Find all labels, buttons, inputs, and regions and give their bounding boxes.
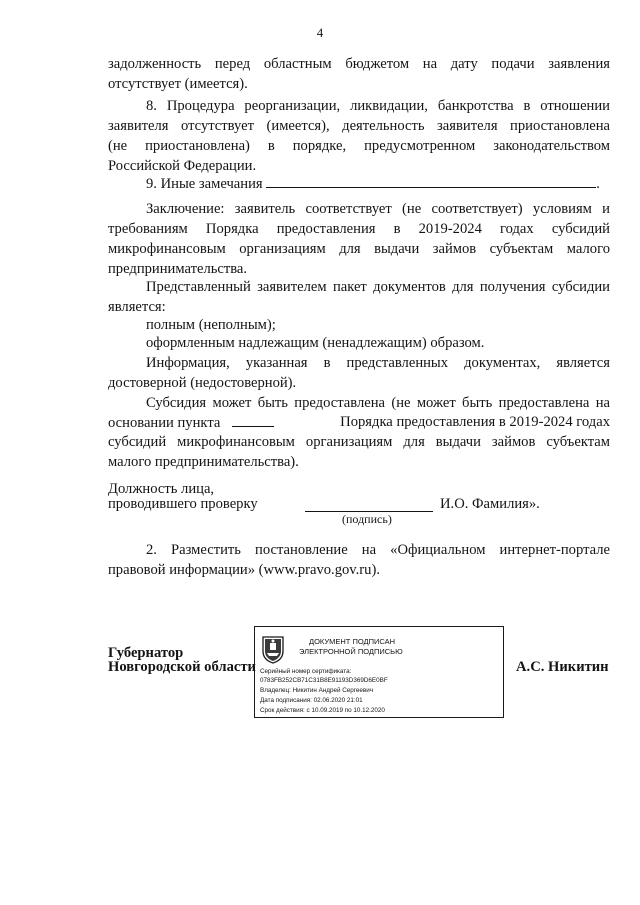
- stamp-owner: Владелец: Никитин Андрей Сергеевич: [260, 687, 374, 694]
- signature-caption: (подпись): [342, 512, 392, 526]
- stamp-title: ДОКУМЕНТ ПОДПИСАН: [309, 637, 396, 646]
- stamp-validity: Срок действия: с 10.09.2019 по 10.12.2020: [260, 707, 385, 714]
- stamp-serial-label: Серийный номер сертификата:: [260, 668, 352, 675]
- text-line: полным (неполным);: [146, 317, 276, 333]
- text-line: Российской Федерации.: [108, 158, 257, 174]
- text-line: является:: [108, 299, 166, 315]
- coat-of-arms-icon: [261, 634, 285, 664]
- clause-number-underline: [232, 412, 274, 427]
- governor-title: Губернатор: [108, 645, 184, 661]
- remarks-blank-underline: [266, 173, 596, 188]
- text-line: предпринимательства.: [108, 261, 248, 277]
- signer-name: И.О. Фамилия».: [440, 496, 540, 512]
- text-line: отсутствует (имеется).: [108, 76, 248, 92]
- text-line: оформленным надлежащим (ненадлежащим) образом.: [146, 335, 485, 351]
- text-line: 2. Разместить постановление на «Официальном интернет-портале: [146, 542, 610, 558]
- text-line: Заключение: заявитель соответствует (не соответствует) условиям и: [146, 201, 610, 217]
- text-line: правовой информации» (www.pravo.gov.ru).: [108, 562, 380, 578]
- text-line: микрофинансовым организациям для выдачи займов субъектам малого: [108, 241, 610, 257]
- stamp-date: Дата подписания: 02.06.2020 21:01: [260, 697, 363, 704]
- text-line: Субсидия может быть предоставлена (не может быть предоставлена на: [146, 395, 610, 411]
- remarks-end: .: [596, 176, 600, 192]
- text-line: достоверной (недостоверной).: [108, 375, 297, 391]
- position-label: проводившего проверку: [108, 496, 258, 512]
- text-line: 8. Процедура реорганизации, ликвидации, банкротства в отношении: [146, 98, 610, 114]
- page-number: 4: [316, 25, 324, 40]
- position-label: Должность лица,: [108, 481, 215, 497]
- other-remarks-line: [146, 173, 600, 194]
- text-line: требованиям Порядка предоставления в 2019-2024 годах субсидий: [108, 221, 610, 237]
- clause-rest: Порядка предоставления в 2019-2024 годах: [340, 414, 610, 430]
- clause-line: [108, 412, 610, 433]
- stamp-serial: 0783FB252CB71C31B8E91193D369D6E0BF: [260, 677, 388, 684]
- text-line: задолженность перед областным бюджетом на дату подачи заявления: [108, 56, 610, 72]
- text-line: субсидий микрофинансовым организациям для выдачи займов субъектам: [108, 434, 610, 450]
- text-line: малого предпринимательства).: [108, 454, 299, 470]
- text-line: Представленный заявителем пакет документов для получения субсидии: [146, 279, 610, 295]
- text-line: (не приостановлена) в порядке, предусмотренном законодательством: [108, 138, 610, 154]
- governor-region: Новгородской области: [108, 659, 256, 675]
- electronic-signature-stamp: [254, 626, 504, 718]
- clause-label: основании пункта: [108, 415, 221, 431]
- governor-name: А.С. Никитин: [516, 659, 609, 675]
- stamp-title: ЭЛЕКТРОННОЙ ПОДПИСЬЮ: [299, 647, 403, 656]
- text-line: заявителя отсутствует (имеется), деятельность заявителя приостановлена: [108, 118, 610, 134]
- text-line: Информация, указанная в представленных документах, является: [146, 355, 610, 371]
- other-remarks-label: 9. Иные замечания: [146, 176, 263, 192]
